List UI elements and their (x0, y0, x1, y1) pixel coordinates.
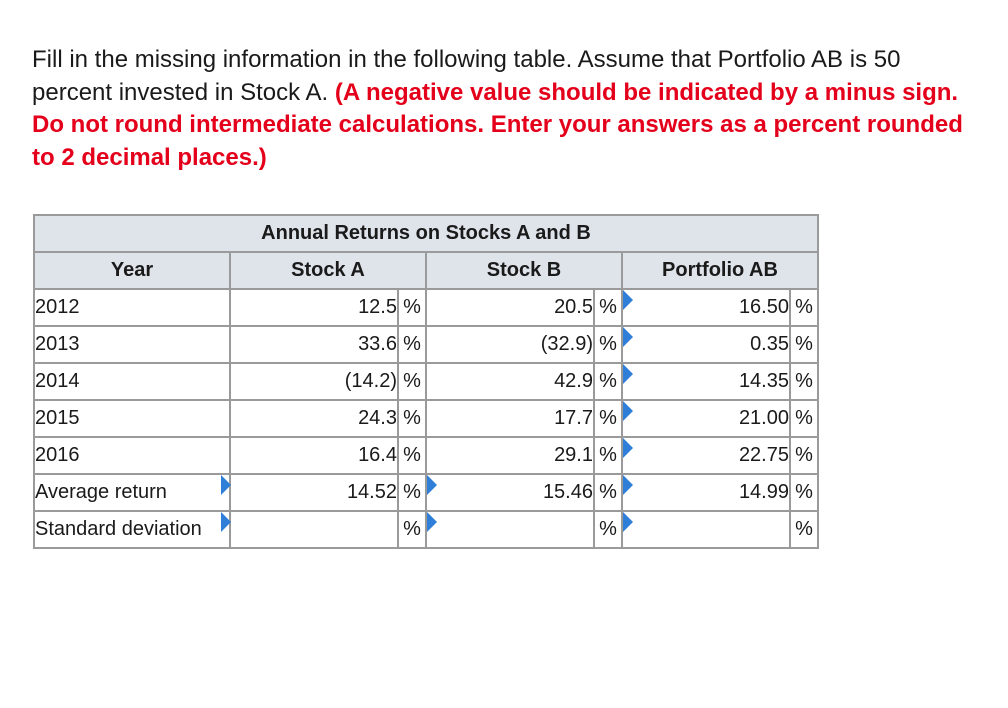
stock-b-cell[interactable] (426, 474, 594, 511)
portfolio-ab-value: 21.00 (738, 407, 789, 429)
percent-unit: % (790, 511, 818, 548)
table-row (34, 326, 818, 363)
percent-unit: % (790, 437, 818, 474)
percent-unit: % (790, 400, 818, 437)
row-label: 2013 (34, 326, 230, 363)
returns-table (33, 214, 819, 549)
percent-unit: % (790, 326, 818, 363)
header-portfolio-ab: Portfolio AB (622, 252, 818, 289)
row-label: 2012 (34, 289, 230, 326)
blue-triangle-marker-icon (623, 327, 633, 347)
header-year: Year (34, 252, 230, 289)
percent-unit: % (398, 400, 426, 437)
blue-triangle-marker-icon (623, 438, 633, 458)
stock-a-cell[interactable] (230, 474, 398, 511)
table-row (34, 400, 818, 437)
stock-b-input[interactable] (426, 511, 594, 548)
portfolio-ab-input[interactable] (622, 511, 790, 548)
stock-b-value: 29.1 (426, 437, 594, 474)
stock-b-value: 42.9 (426, 363, 594, 400)
row-label: 2016 (34, 437, 230, 474)
portfolio-ab-value: 22.75 (738, 444, 789, 466)
percent-unit: % (594, 289, 622, 326)
stock-a-value: 16.4 (230, 437, 398, 474)
blue-triangle-marker-icon (623, 401, 633, 421)
percent-unit: % (398, 326, 426, 363)
percent-unit: % (790, 474, 818, 511)
percent-unit: % (398, 437, 426, 474)
row-label-text: Standard deviation (35, 518, 202, 540)
stock-b-value: (32.9) (426, 326, 594, 363)
percent-unit: % (398, 511, 426, 548)
portfolio-ab-value: 16.50 (738, 296, 789, 318)
stock-a-value: (14.2) (230, 363, 398, 400)
header-stock-b: Stock B (426, 252, 622, 289)
percent-unit: % (594, 437, 622, 474)
blue-triangle-marker-icon (623, 475, 633, 495)
blue-triangle-marker-icon (623, 290, 633, 310)
table-row (34, 437, 818, 474)
row-label: 2015 (34, 400, 230, 437)
portfolio-ab-value: 14.35 (738, 370, 789, 392)
stock-a-value: 12.5 (230, 289, 398, 326)
stock-b-value: 15.46 (542, 481, 593, 503)
portfolio-ab-cell[interactable] (622, 400, 790, 437)
stock-a-value: 14.52 (346, 481, 397, 503)
percent-unit: % (398, 474, 426, 511)
blue-triangle-marker-icon (427, 475, 437, 495)
table-caption: Annual Returns on Stocks A and B (34, 215, 818, 252)
row-label-text: Average return (35, 481, 167, 503)
percent-unit: % (594, 400, 622, 437)
question-prompt (32, 44, 982, 174)
portfolio-ab-cell[interactable] (622, 326, 790, 363)
blue-triangle-marker-icon (427, 512, 437, 532)
stock-b-value: 17.7 (426, 400, 594, 437)
row-label: 2014 (34, 363, 230, 400)
header-stock-a: Stock A (230, 252, 426, 289)
portfolio-ab-value: 0.35 (750, 333, 789, 355)
table-row (34, 474, 818, 511)
blue-triangle-marker-icon (623, 364, 633, 384)
portfolio-ab-cell[interactable] (622, 363, 790, 400)
stock-a-value: 24.3 (230, 400, 398, 437)
percent-unit: % (398, 363, 426, 400)
percent-unit: % (398, 289, 426, 326)
question-note: (A negative value should be indicated by a minus sign. Do not round intermediate calculations. Enter your answers as a percent rounded to 2 decimal places.) (32, 78, 963, 171)
portfolio-ab-cell[interactable] (622, 289, 790, 326)
portfolio-ab-cell[interactable] (622, 474, 790, 511)
blue-triangle-marker-icon (623, 512, 633, 532)
portfolio-ab-cell[interactable] (622, 437, 790, 474)
stock-a-value: 33.6 (230, 326, 398, 363)
table-row (34, 363, 818, 400)
percent-unit: % (594, 474, 622, 511)
stock-b-value: 20.5 (426, 289, 594, 326)
row-label (34, 511, 230, 548)
question-text: Fill in the missing information in the following table. Assume that Portfolio AB is 50 percent invested in Stock A. (32, 46, 901, 106)
table-row (34, 511, 818, 548)
percent-unit: % (594, 511, 622, 548)
percent-unit: % (594, 363, 622, 400)
table-row (34, 289, 818, 326)
percent-unit: % (790, 289, 818, 326)
percent-unit: % (790, 363, 818, 400)
row-label (34, 474, 230, 511)
percent-unit: % (594, 326, 622, 363)
stock-a-input[interactable] (230, 511, 398, 548)
portfolio-ab-value: 14.99 (738, 481, 789, 503)
